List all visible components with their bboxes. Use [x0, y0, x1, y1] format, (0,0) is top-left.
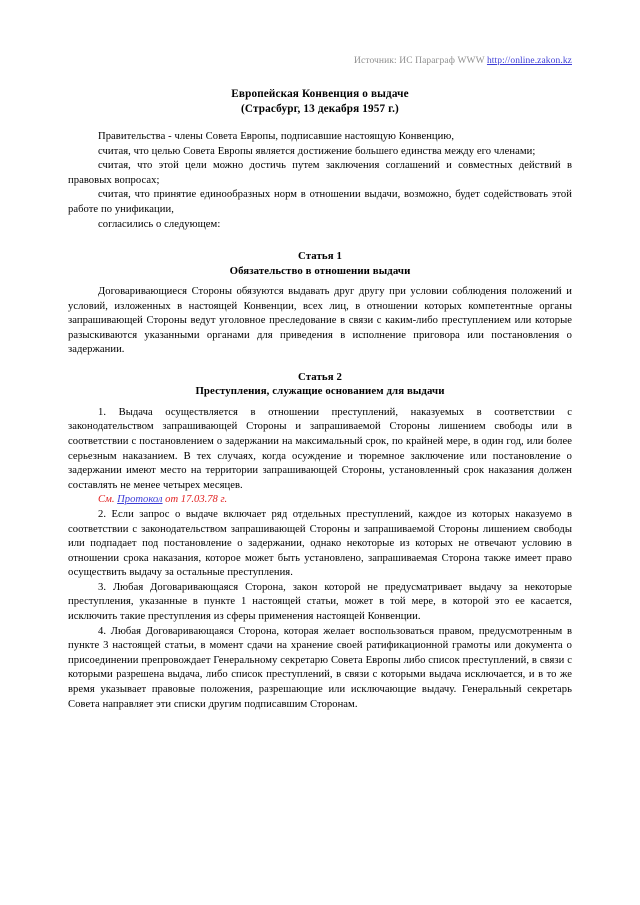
protocol-note-prefix: См.	[98, 494, 118, 506]
article-2-clause-3: 3. Любая Договаривающаяся Сторона, закон которой не предусматривает выдачу за некоторые преступления, указанные в пункте 1 настоящей статьи, может в той мере, в которой это ее касается, исключить такие преступления из сферы применения настоящей Конвенции.	[68, 581, 572, 623]
article-1-body: Договаривающиеся Стороны обязуются выдавать друг другу при условии соблюдения положений и условий, изложенных в настоящей Конвенции, всех лиц, в отношении которых компетентные органы запрашивающей Стороны ведут уголовное преследование в связи с каким-либо преступлением или которые разыскиваются указанными органами для приведения в исполнение приговора или постановления о задержании.	[68, 285, 572, 356]
preamble-paragraph-1: Правительства - члены Совета Европы, подписавшие настоящую Конвенцию,	[98, 131, 455, 142]
source-url-link[interactable]: http://online.zakon.kz	[486, 56, 572, 66]
preamble-paragraph-4: считая, что принятие единообразных норм в отношении выдачи, возможно, будет содействовать этой работе по унификации,	[68, 189, 572, 215]
document-title: Европейская Конвенция о выдаче	[231, 88, 409, 100]
document-subtitle: (Страсбург, 13 декабря 1957 г.)	[241, 102, 399, 115]
protocol-reference-note	[68, 493, 572, 508]
protocol-link[interactable]: Протокол	[117, 494, 163, 506]
article-2-number: Статья 2	[298, 370, 342, 383]
article-1-number: Статья 1	[298, 250, 342, 263]
spacer	[68, 358, 572, 370]
article-2-clause-4: 4. Любая Договаривающаяся Сторона, которая желает воспользоваться правом, предусмотренным в пункте 3 настоящей статьи, в момент сдачи на хранение своей ратификационной грамоты или документа о присоединении препровождает Генеральному секретарю Совета Европы либо список преступлений, в связи с которыми разрешена выдача, либо список преступлений, в связи с которыми выдача исключается, и в то же время указывает правовые положения, разрешающие или исключающие выдачу. Генеральный секретарь Совета направляет эти списки другим подписавшим Сторонам.	[68, 625, 572, 710]
article-2-heading: Преступления, служащие основанием для выдачи	[195, 385, 445, 398]
source-line	[68, 55, 572, 67]
article-1-heading: Обязательство в отношении выдачи	[229, 264, 411, 277]
article-2-clause-2: 2. Если запрос о выдаче включает ряд отдельных преступлений, каждое из которых наказуемо в соответствии с законодательством запрашивающей Стороны и запрашиваемой Стороны лишением свободы или подпадает под постановление о задержании, однако некоторые из которых не отвечают условию в отношении срока наказания, которое может быть установлено, запрашиваемая Сторона также имеет право осуществить выдачу за остальные преступления.	[68, 508, 572, 579]
source-label: Источник: ИС Параграф WWW	[354, 56, 485, 66]
preamble-paragraph-3: считая, что этой цели можно достичь путем заключения соглашений и совместных действий в правовых вопросах;	[68, 160, 572, 186]
protocol-note-suffix: от 17.03.78 г.	[162, 494, 228, 506]
preamble-paragraph-2: считая, что целью Совета Европы является достижение большего единства между его членами;	[98, 145, 536, 157]
preamble-paragraph-5: согласились о следующем:	[98, 218, 221, 230]
spacer	[68, 278, 572, 285]
spacer	[68, 399, 572, 406]
spacer	[68, 232, 572, 249]
article-2-clause-1: 1. Выдача осуществляется в отношении преступлений, наказуемых в соответствии с законодательством запрашивающей Стороны и запрашиваемой Стороны лишением свободы или в соответствии с постановлением о задержании на максимальный срок, по крайней мере, в один год, или более серьезным наказанием. В тех случаях, когда осуждение и тюремное заключение или постановление о задержании имеют место на территории запрашивающей Стороны, установленный срок наказания должен составлять не менее четырех месяцев.	[68, 406, 572, 491]
